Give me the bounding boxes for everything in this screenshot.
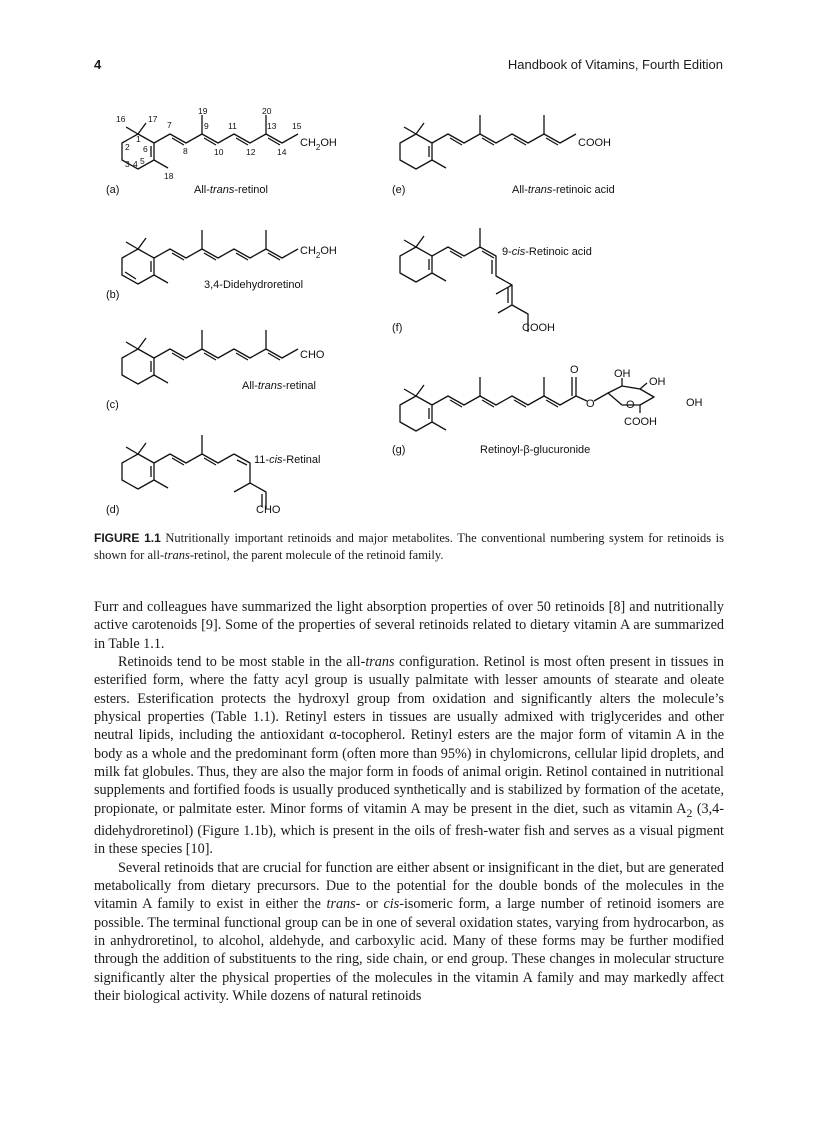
svg-text:8: 8 <box>183 146 188 156</box>
svg-text:16: 16 <box>116 114 126 124</box>
structure-g <box>392 364 703 456</box>
svg-text:18: 18 <box>164 171 174 181</box>
paragraph-2: Retinoids tend to be most stable in the all-trans configuration. Retinol is most often present in tissues in esterified form, where the fatty acyl group is usually palmitate with lesser amounts of stearate and oleate esters. Esterification protects the hydroxyl group from oxidation and significantly alters the molecule’s physical properties (Table 1.1). Retinyl esters in tissues are usually admixed with triglycerides and other neutral lipids, including the antioxidant α-tocopherol. Retinyl esters are the major form of vitamin A in the body as a whole and the predominant form (often more than 95%) in chylomicrons, cellular lipid droplets, and milk fat globules. Thus, they are also the major form in foods of animal origin. Retinol contained in nutritional supplements and fortified foods is usually produced synthetically and is stabilized by formation of the acetate, propionate, or palmitate ester. Minor forms of vitamin A may be present in the diet, such as vitamin $A_2$ (3,4-didehydroretinol) (Figure 1.1b), which is present in the oils of fresh-water fish and serves as a visual pigment in these species [10]. <box>94 654 725 858</box>
svg-text:CHO: CHO <box>256 504 281 516</box>
panel-e-letter: (e) <box>392 184 406 196</box>
svg-text:OH: OH <box>686 397 703 409</box>
structure-b <box>106 230 337 301</box>
svg-text:O: O <box>586 398 595 410</box>
svg-text:O: O <box>626 399 635 411</box>
svg-text:3: 3 <box>125 159 130 169</box>
figure-caption: FIGURE 1.1 Nutritionally important retinoids and major metabolites. The conventional numbering system for retinoids is shown for all-trans-retinol, the parent molecule of the retinoid family. <box>94 531 725 562</box>
svg-text:10: 10 <box>214 147 224 157</box>
svg-text:2: 2 <box>125 142 130 152</box>
svg-text:COOH: COOH <box>624 416 657 428</box>
panel-e-name: All-trans-retinoic acid <box>512 184 615 196</box>
panel-g-letter: (g) <box>392 444 406 456</box>
svg-text:19: 19 <box>198 106 208 116</box>
structure-f <box>392 228 592 334</box>
svg-text:1: 1 <box>136 134 141 144</box>
structure-c <box>106 330 325 411</box>
svg-text:OH: OH <box>649 376 666 388</box>
svg-text:17: 17 <box>148 114 158 124</box>
running-head: Handbook of Vitamins, Fourth Edition <box>507 57 723 72</box>
paragraph-3: Several retinoids that are crucial for function are either absent or insignificant in the diet, but are generated metabolically from dietary precursors. Due to the potential for the double bonds of the molecules in the vitamin A family to exist in either the trans- or cis-isomeric form, a large number of retinoid isomers are possible. The terminal functional group can be in one of several oxidation states, varying from hydrocarbon, as in anhydroretinol, to alcohol, aldehyde, and carboxylic acid. Many of these forms may be further modified through the addition of substituents to the ring, side chain, or end group. These changes in molecular structure significantly alter the physical properties of the molecules in the vitamin A family and may markedly affect their biological activity. While dozens of natural retinoids <box>94 859 724 1005</box>
svg-text:CHO: CHO <box>300 349 325 361</box>
svg-text:COOH: COOH <box>522 322 555 334</box>
panel-g-name: Retinoyl-β-glucuronide <box>480 444 591 456</box>
panel-c-letter: (c) <box>106 399 119 411</box>
svg-text:CH2OH: $CH_2OH$ <box>300 245 337 260</box>
svg-text:5: 5 <box>140 156 145 166</box>
panel-c-name: All-trans-retinal <box>242 380 316 392</box>
figure-1-1 <box>94 95 724 525</box>
svg-text:6: 6 <box>143 144 148 154</box>
svg-text:13: 13 <box>267 121 277 131</box>
structure-e <box>392 115 615 196</box>
svg-text:OH: OH <box>614 368 631 380</box>
svg-text:COOH: COOH <box>578 137 611 149</box>
svg-text:12: 12 <box>246 147 256 157</box>
carbon-numbering <box>116 106 302 181</box>
panel-d-letter: (d) <box>106 504 120 516</box>
panel-f-letter: (f) <box>392 322 403 334</box>
retinoid-structures <box>94 95 724 525</box>
panel-d-name: 11-cis-Retinal <box>254 454 321 466</box>
caption-label: FIGURE 1.1 <box>94 531 161 545</box>
svg-text:11: 11 <box>228 121 237 131</box>
panel-b-name: 3,4-Didehydroretinol <box>204 279 304 291</box>
svg-text:15: 15 <box>292 121 302 131</box>
page-number: 4 <box>94 57 102 72</box>
panel-a-letter: (a) <box>106 184 120 196</box>
panel-b-letter: (b) <box>106 289 120 301</box>
paragraph-1: Furr and colleagues have summarized the light absorption properties of over 50 retinoids [8] and nutritionally active carotenoids [9]. Some of the properties of several retinoids related to dietary vitamin A are summarized in Table 1.1. <box>94 599 724 652</box>
svg-text:O: O <box>570 364 579 376</box>
body-text <box>94 598 724 1005</box>
svg-text:9: 9 <box>204 121 209 131</box>
panel-a-name: All-trans-retinol <box>194 184 268 196</box>
svg-text:4: 4 <box>133 159 138 169</box>
svg-text:7: 7 <box>167 120 172 130</box>
svg-text:14: 14 <box>277 147 287 157</box>
svg-text:20: 20 <box>262 106 272 116</box>
group-a: $CH_2OH$ <box>300 137 337 152</box>
structure-a <box>106 106 337 196</box>
panel-f-name: 9-cis-Retinoic acid <box>502 246 592 258</box>
structure-d <box>106 435 320 516</box>
